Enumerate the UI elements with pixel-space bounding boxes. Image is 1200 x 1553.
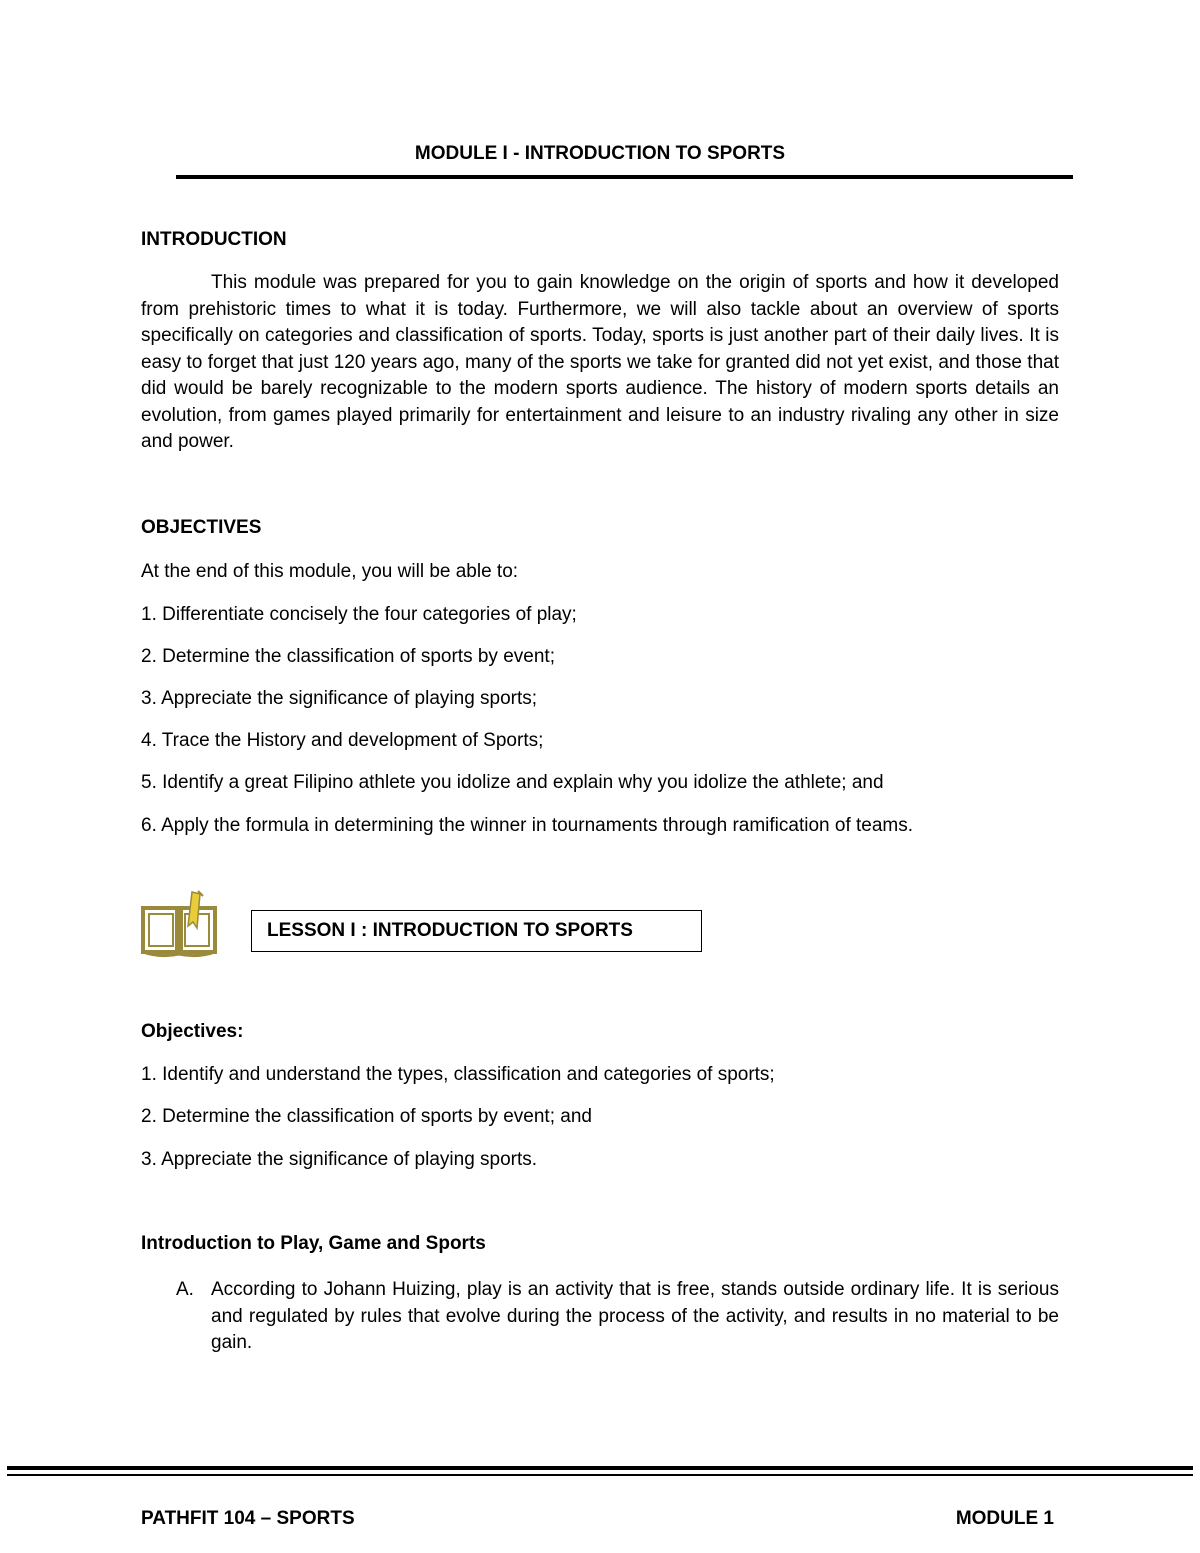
objectives-lead: At the end of this module, you will be able to:	[141, 561, 519, 582]
objective-item: 5. Identify a great Filipino athlete you idolize and explain why you idolize the athlete; and	[141, 772, 884, 793]
objective-item: 1. Differentiate concisely the four categories of play;	[141, 604, 577, 625]
footer-course-label: PATHFIT 104 – SPORTS	[141, 1508, 355, 1529]
title-rule	[176, 175, 1073, 179]
open-book-icon	[140, 890, 218, 958]
lesson-objective-item: 1. Identify and understand the types, classification and categories of sports;	[141, 1064, 775, 1085]
objective-item: 2. Determine the classification of sports by event;	[141, 646, 555, 667]
objective-item: 4. Trace the History and development of Sports;	[141, 730, 544, 751]
module-title: MODULE I - INTRODUCTION TO SPORTS	[414, 143, 786, 164]
lesson-objective-item: 2. Determine the classification of sports by event; and	[141, 1106, 592, 1127]
section-heading: Introduction to Play, Game and Sports	[141, 1233, 486, 1254]
objective-item: 6. Apply the formula in determining the winner in tournaments through ramification of teams.	[141, 815, 914, 836]
introduction-heading: INTRODUCTION	[141, 229, 287, 250]
item-letter: A.	[176, 1279, 194, 1300]
footer-module-label: MODULE 1	[955, 1508, 1054, 1529]
footer-rule-thin	[7, 1474, 1193, 1476]
lesson-title: LESSON I : INTRODUCTION TO SPORTS	[267, 920, 633, 941]
introduction-paragraph	[141, 270, 1059, 456]
item-a-text: According to Johann Huizing, play is an activity that is free, stands outside ordinary life. It is serious and regulated by rules that evolve during the process of the activity, and results in no material to be gain.	[211, 1279, 1059, 1353]
lesson-objectives-heading: Objectives:	[141, 1021, 244, 1042]
objective-item: 3. Appreciate the significance of playing sports;	[141, 688, 538, 709]
footer-rule-thick	[7, 1466, 1193, 1470]
objectives-heading: OBJECTIVES	[141, 517, 262, 538]
introduction-paragraph-text: This module was prepared for you to gain knowledge on the origin of sports and how it developed from prehistoric times to what it is today. Furthermore, we will also tackle about an overview of sports specifically on categories and classification of sports. Today, sports is just another part of their daily lives. It is easy to forget that just 120 years ago, many of the sports we take for granted did not yet exist, and those that did would be barely recognizable to the modern sports audience. The history of modern sports details an evolution, from games played primarily for entertainment and leisure to an industry rivaling any other in size and power.	[141, 272, 1059, 452]
lesson-title-box	[251, 910, 702, 952]
lesson-objective-item: 3. Appreciate the significance of playing sports.	[141, 1149, 538, 1170]
